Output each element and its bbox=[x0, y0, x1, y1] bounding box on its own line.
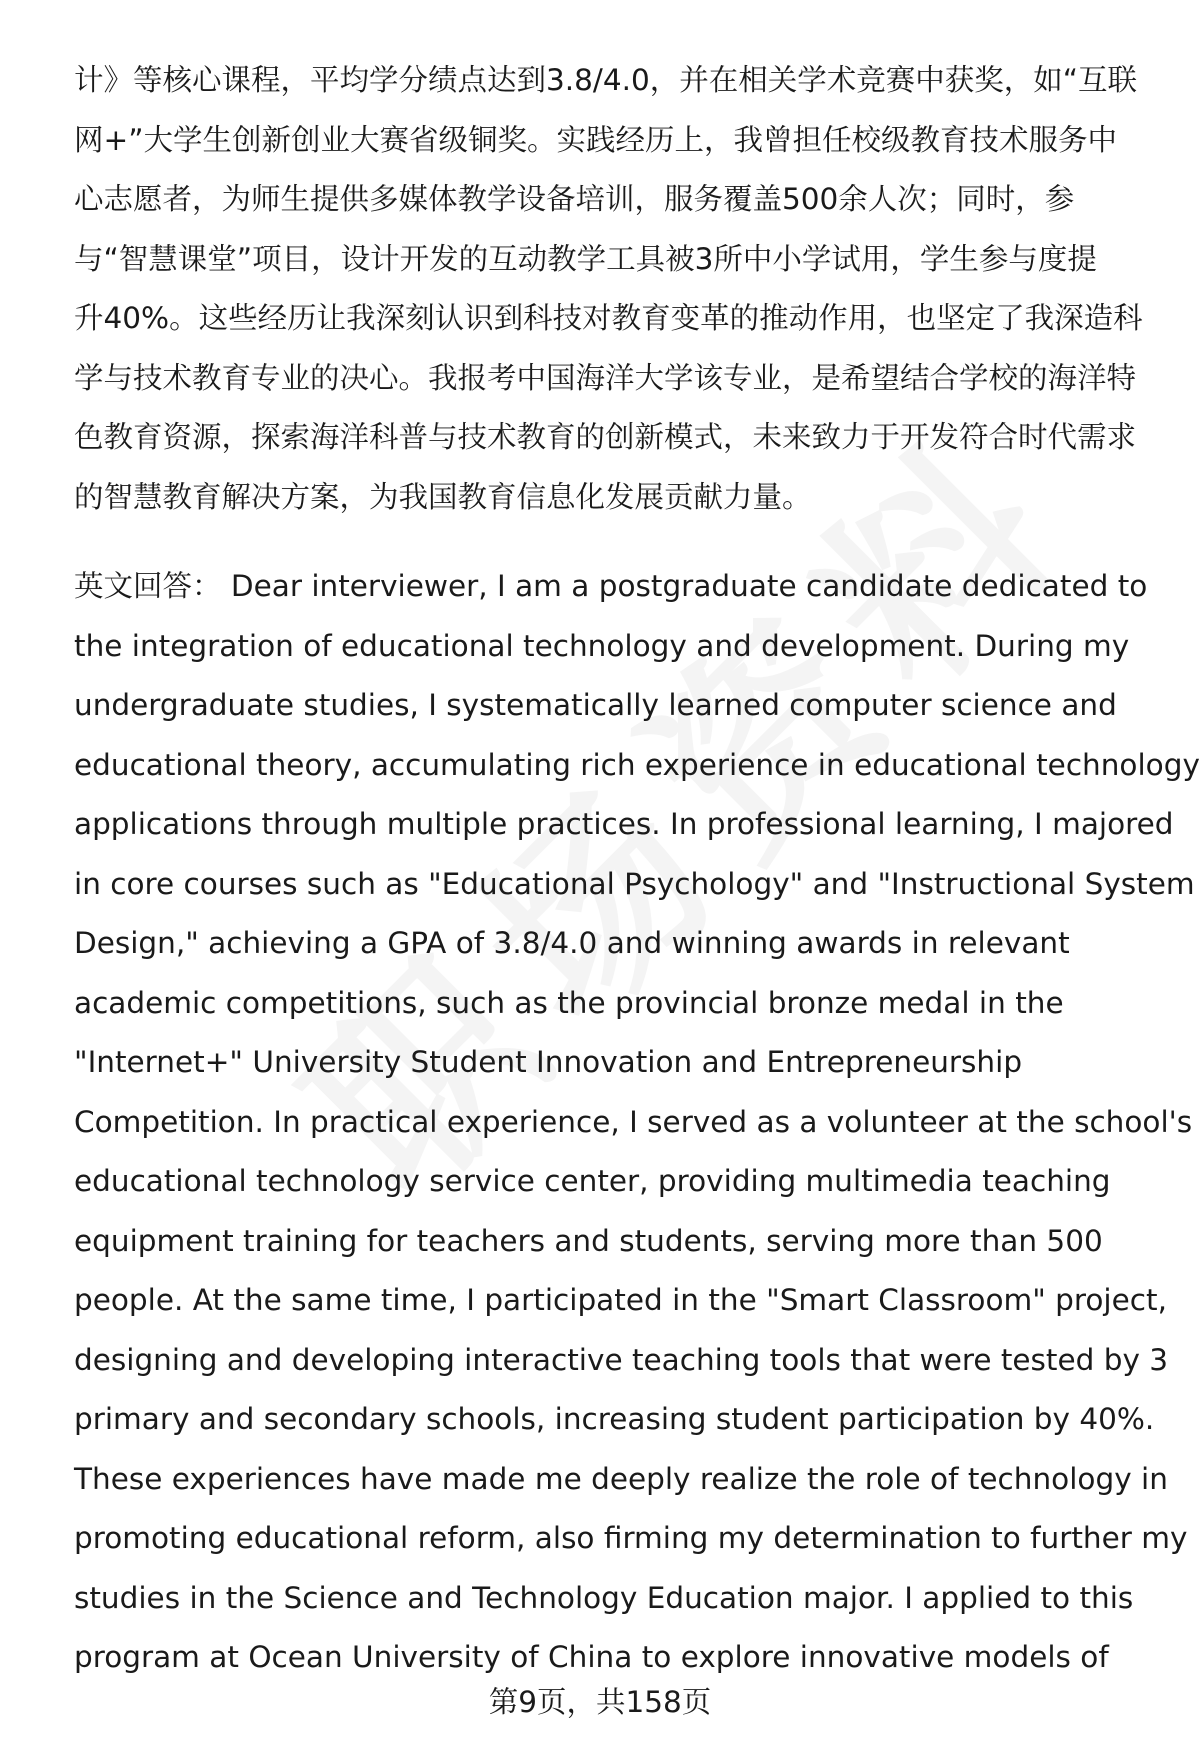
text-line: 升40%。这些经历让我深刻认识到科技对教育变革的推动作用，也坚定了我深造科 bbox=[74, 301, 1143, 335]
text-line: the integration of educational technology and development. During my bbox=[74, 628, 1130, 663]
text-line: 心志愿者，为师生提供多媒体教学设备培训，服务覆盖500余人次；同时，参 bbox=[74, 182, 1075, 216]
text-line: undergraduate studies, I systematically learned computer science and bbox=[74, 688, 1117, 722]
text-line: "Internet+" University Student Innovation and Entrepreneurship bbox=[74, 1045, 1023, 1079]
text-line: promoting educational reform, also firming my determination to further my bbox=[74, 1521, 1188, 1555]
text-line: academic competitions, such as the provincial bronze medal in the bbox=[74, 985, 1064, 1020]
text-line: 计》等核心课程，平均学分绩点达到3.8/4.0，并在相关学术竞赛中获奖，如“互联 bbox=[74, 63, 1138, 97]
text-line: in core courses such as "Educational Psychology" and "Instructional System bbox=[74, 866, 1195, 901]
text-line: people. At the same time, I participated in the "Smart Classroom" project, bbox=[74, 1283, 1167, 1317]
text-line: 的智慧教育解决方案，为我国教育信息化发展贡献力量。 bbox=[74, 479, 812, 514]
english-answer-paragraph bbox=[74, 557, 1200, 1688]
text-line: 色教育资源，探索海洋科普与技术教育的创新模式，未来致力于开发符合时代需求 bbox=[74, 420, 1137, 454]
text-line: 网+”大学生创新创业大赛省级铜奖。实践经历上，我曾担任校级教育技术服务中 bbox=[74, 122, 1118, 157]
text-line: educational technology service center, providing multimedia teaching bbox=[74, 1164, 1111, 1198]
text-line: primary and secondary schools, increasing student participation by 40%. bbox=[74, 1402, 1155, 1436]
text-line: program at Ocean University of China to explore innovative models of bbox=[74, 1640, 1109, 1674]
text-line: studies in the Science and Technology Education major. I applied to this bbox=[74, 1580, 1134, 1615]
chinese-answer-paragraph bbox=[74, 51, 1154, 527]
text-line: equipment training for teachers and students, serving more than 500 bbox=[74, 1223, 1103, 1258]
text-line: 与“智慧课堂”项目，设计开发的互动教学工具被3所中小学试用，学生参与度提 bbox=[74, 241, 1097, 276]
page-number: 第9页，共158页 bbox=[488, 1685, 712, 1719]
text-line: Design," achieving a GPA of 3.8/4.0 and winning awards in relevant bbox=[74, 926, 1070, 960]
text-line: Competition. In practical experience, I served as a volunteer at the school's bbox=[74, 1104, 1193, 1139]
text-line: 英文回答： Dear interviewer, I am a postgraduate candidate dedicated to bbox=[74, 569, 1148, 603]
text-line: 学与技术教育专业的决心。我报考中国海洋大学该专业，是希望结合学校的海洋特 bbox=[74, 360, 1137, 395]
text-line: These experiences have made me deeply realize the role of technology in bbox=[74, 1461, 1168, 1496]
text-line: educational theory, accumulating rich experience in educational technology bbox=[74, 747, 1200, 782]
text-line: applications through multiple practices. In professional learning, I majored bbox=[74, 807, 1174, 841]
text-line: designing and developing interactive teaching tools that were tested by 3 bbox=[74, 1342, 1169, 1377]
